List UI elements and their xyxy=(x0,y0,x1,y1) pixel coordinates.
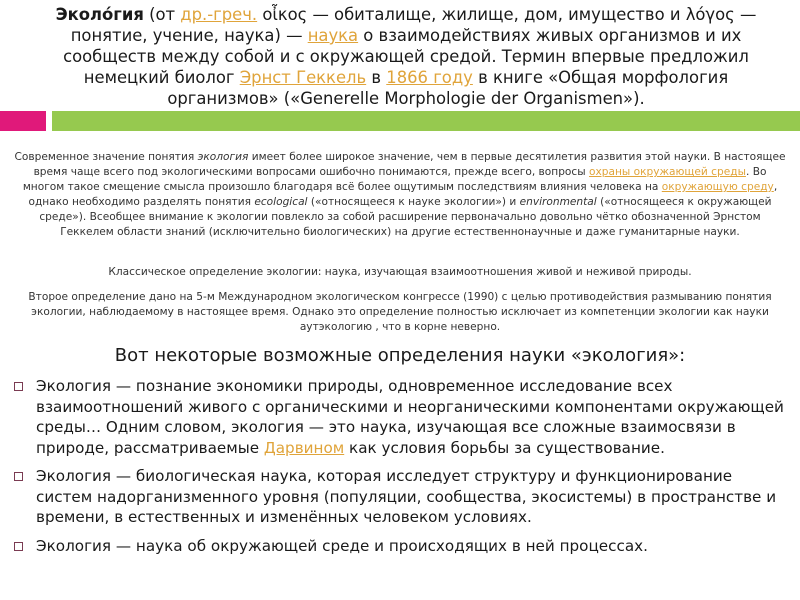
list-item xyxy=(14,466,786,528)
link-environment-protection[interactable]: охраны окружающей среды xyxy=(588,166,746,178)
square-bullet-icon xyxy=(14,382,23,391)
square-bullet-icon xyxy=(14,472,23,481)
accent-bar-green xyxy=(52,111,800,131)
paragraph-classic-definition xyxy=(14,265,786,280)
definitions-list xyxy=(14,376,786,564)
list-item xyxy=(14,536,786,557)
item-text: Экология — познание экономики природы, одновременное исследование всех взаимоотношений живого с органическими и неорганическими компонентами окружающей среды… Одним словом, экология — это наука, изучающая все сложные взаимосвязи в природе, рассматриваемые xyxy=(36,377,784,457)
link-environment[interactable]: окружающую среду xyxy=(661,181,774,193)
para-emphasis: environmental xyxy=(519,196,597,208)
link-ancient-greek[interactable]: др.-греч. xyxy=(180,5,258,24)
intro-definition xyxy=(36,4,776,109)
para-text: , однако необходимо разделять понятия xyxy=(28,181,778,208)
para-text: Классическое определение экологии: наука, изучающая взаимоотношения живой и неживой природы. xyxy=(108,266,692,278)
paragraph-modern-meaning xyxy=(14,150,786,240)
section-heading: Вот некоторые возможные определения науки «экология»: xyxy=(114,345,686,366)
accent-bar-pink xyxy=(0,111,46,131)
para-emphasis: экология xyxy=(197,151,249,163)
para-emphasis: ecological xyxy=(254,196,308,208)
para-text: («относящееся к науке экологии») и xyxy=(307,196,520,208)
para-text: имеет более широкое значение, чем в первые десятилетия развития этой науки. В настоящее время чаще всего под экологическими вопросами ошибочно понимаются, прежде всего, вопросы xyxy=(33,151,786,178)
para-text: («относящееся к окружающей среде»). Всеобщее внимание к экологии повлекло за собой расширение первоначально довольно чётко обозначенной Эрнстом Геккелем области знаний (исключительно биологических) на другие естественнонаучные и даже гуманитарные науки. xyxy=(39,196,772,238)
intro-text: о взаимодействиях живых организмов и их сообществ между собой и с окружающей средой. Термин впервые предложил немецкий биолог xyxy=(63,26,749,87)
link-haeckel[interactable]: Эрнст Геккель xyxy=(239,68,367,87)
intro-text: οἶκος — обиталище, жилище, дом, имущество и λόγος — понятие, учение, наука) — xyxy=(70,5,757,45)
paragraph-second-definition xyxy=(14,290,786,335)
square-bullet-icon xyxy=(14,542,23,551)
item-text: как условия борьбы за существование. xyxy=(344,438,665,457)
link-science[interactable]: наука xyxy=(307,26,359,45)
item-text: Экология — биологическая наука, которая исследует структуру и функционирование систем надорганизменного уровня (популяции, сообщества, экосистемы) в пространстве и времени, в естественных и изменённых человеком условиях. xyxy=(36,467,777,526)
intro-text: (от xyxy=(143,5,181,24)
para-text: Современное значение понятия xyxy=(14,151,198,163)
item-text: Экология — наука об окружающей среде и происходящих в ней процессах. xyxy=(36,536,648,555)
intro-text: в книге «Общая морфология организмов» («Generelle Morphologie der Organismen»). xyxy=(167,68,729,108)
term-ecology: Эколо́гия xyxy=(55,5,144,24)
list-item xyxy=(14,376,786,458)
link-year-1866[interactable]: 1866 году xyxy=(386,68,473,87)
link-darwin[interactable]: Дарвином xyxy=(263,438,345,457)
intro-text: в xyxy=(366,68,387,87)
para-text: Второе определение дано на 5-м Международном экологическом конгрессе (1990) с целью противодействия размыванию понятия экологии, наблюдаемому в настоящее время. Однако это определение полностью исключает из компетенции экологии как науки аутэкологию , что в корне неверно. xyxy=(28,291,772,333)
para-text: . Во многом такое смещение смысла произошло благодаря всё более ощутимым последствиям влияния человека на xyxy=(22,166,767,193)
